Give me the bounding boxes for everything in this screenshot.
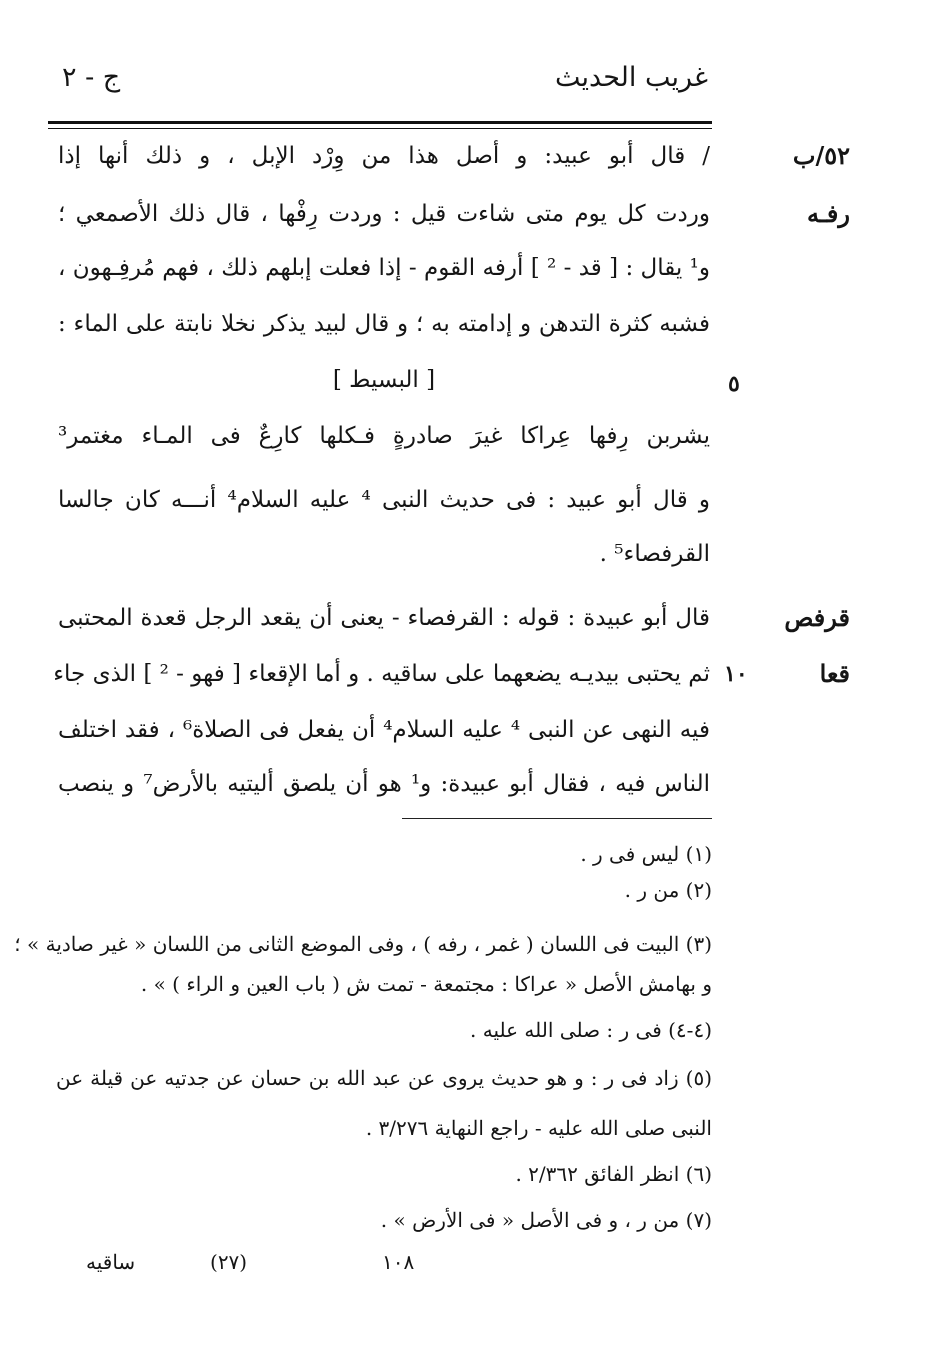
body-line: قال أبو عبيدة : قوله : القرفصاء - يعنى أن يقعد الرجل قعدة المحتبى — [58, 605, 710, 631]
header-rule-thick — [48, 121, 712, 124]
header-rule-thin — [48, 128, 712, 129]
running-title: غريب الحديث — [555, 62, 708, 93]
footnote-rule — [402, 818, 712, 819]
body-line: و قال أبو عبيد : فى حديث النبى ⁴ عليه السلام⁴ أنـــه كان جالسا — [58, 487, 710, 513]
body-line: الناس فيه ، فقال أبو عبيدة: و¹ هو أن يلصق أليتيه بالأرض⁷ و ينصب — [58, 771, 710, 797]
margin-keyword-qarfas: قرفص — [784, 603, 850, 632]
margin-folio-marker: ٥٢/ب — [792, 141, 850, 170]
body-line: فشبه كثرة التدهن و إدامته به ؛ و قال لبيد يذكر نخلا نابتة على الماء : — [58, 311, 710, 337]
poem-verse: يشربن رِفها عِراكا غيرَ صادرةٍ فـكلها كارِعٌ فى المـاء مغتمر³ — [58, 423, 710, 449]
footnote-line: (٣) البيت فى اللسان ( غمر ، رفه ) ، وفى الموضع الثانى من اللسان « غير صادية » ؛ — [14, 932, 712, 956]
body-line: وردت كل يوم متى شاءت قيل : وردت رِفْها ، قال ذلك الأصمعي ؛ — [58, 201, 710, 227]
margin-keyword-rafah: رفـه — [807, 199, 850, 228]
line-number-10: ١٠ — [724, 661, 748, 687]
footnote-line: و بهامش الأصل « عراكا : مجتمعة - تمت ش ( باب العين و الراء ) » . — [140, 972, 712, 996]
footnote-line: (٥) زاد فى ر : و هو حديث يروى عن عبد الله بن حسان عن جدتيه عن قيلة عن — [56, 1066, 712, 1090]
footnote-line: (١) ليس فى ر . — [580, 842, 712, 866]
footnote-line: (٦) انظر الفائق ٢/٣٦٢ . — [515, 1162, 712, 1186]
meter-label: [ البسيط ] — [332, 367, 436, 393]
body-line: و¹ يقال : [ قد - ² ] أرفه القوم - إذا فعلت إبلهم ذلك ، فهم مُرفِـهون ، — [58, 255, 710, 281]
page-number: ١٠٨ — [382, 1250, 415, 1274]
body-line: فيه النهى عن النبى ⁴ عليه السلام⁴ أن يفعل فى الصلاة⁶ ، فقد اختلف — [58, 717, 710, 743]
volume-label: ج - ٢ — [62, 62, 121, 93]
body-line: ثم يحتبى بيديـه يضعهما على ساقيه . و أما الإقعاء [ فهو - ² ] الذى جاء — [53, 661, 710, 687]
margin-keyword-qaa: قعا — [819, 659, 850, 688]
body-line: / قال أبو عبيد: و أصل هذا من وِرْد الإبل ، و ذلك أنها إذا — [58, 143, 710, 169]
footnote-line: النبى صلى الله عليه - راجع النهاية ٣/٢٧٦ . — [365, 1116, 712, 1140]
manuscript-folio: (٢٧) — [210, 1250, 248, 1274]
catchword: ساقيه — [86, 1250, 136, 1274]
body-line: القرفصاء⁵ . — [599, 541, 710, 567]
footnote-line: (٢) من ر . — [624, 878, 712, 902]
line-number-5: ٥ — [728, 371, 740, 397]
footnote-line: (٧) من ر ، و فى الأصل « فى الأرض » . — [380, 1208, 712, 1232]
footnote-line: (٤-٤) فى ر : صلى الله عليه . — [470, 1018, 712, 1042]
